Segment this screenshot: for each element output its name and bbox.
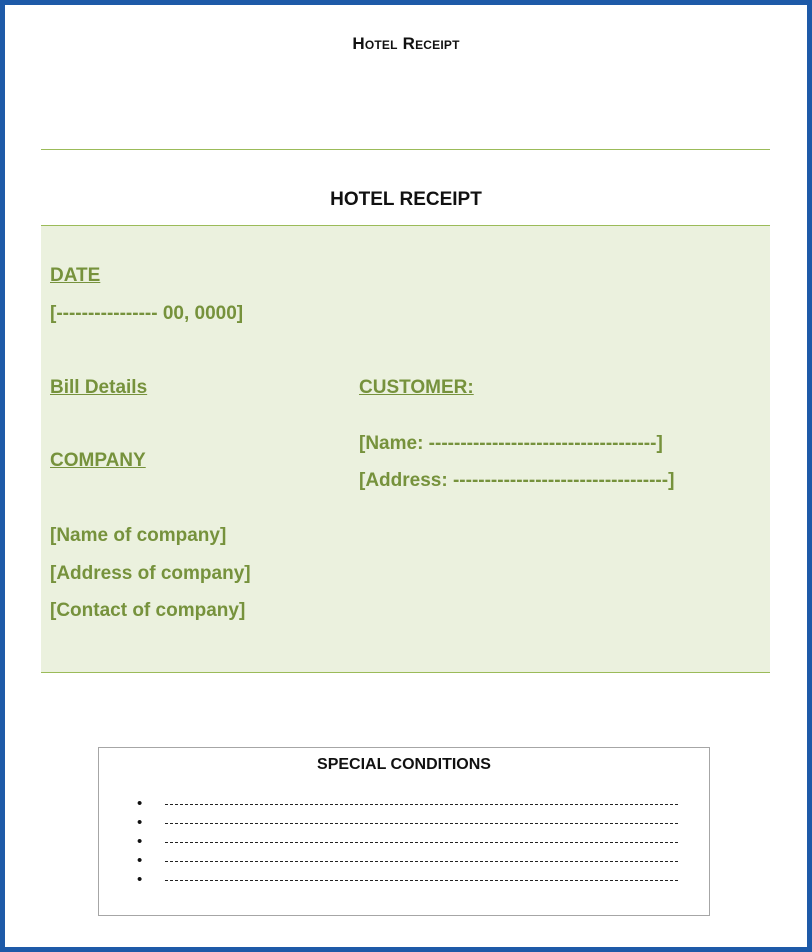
bullet-icon: • bbox=[137, 871, 143, 888]
bullet-icon: • bbox=[137, 814, 143, 831]
customer-name-field: [Name: ------------------------------------] bbox=[359, 433, 663, 454]
bullet-icon: • bbox=[137, 795, 143, 812]
bill-details-label: Bill Details bbox=[50, 377, 148, 398]
company-contact: [Contact of company] bbox=[50, 600, 246, 621]
company-address: [Address of company] bbox=[50, 563, 251, 584]
document-title bbox=[0, 34, 812, 54]
condition-blank-line bbox=[165, 842, 678, 843]
bullet-icon: • bbox=[137, 833, 143, 850]
receipt-heading: HOTEL RECEIPT bbox=[330, 189, 482, 210]
condition-item bbox=[137, 833, 697, 852]
customer-label: CUSTOMER: bbox=[359, 377, 474, 398]
condition-item bbox=[137, 795, 697, 814]
divider-top bbox=[41, 149, 770, 150]
document-title-text: Hotel Receipt bbox=[352, 34, 460, 53]
company-name: [Name of company] bbox=[50, 525, 227, 546]
special-conditions-box bbox=[98, 747, 710, 916]
condition-item bbox=[137, 871, 697, 890]
customer-address-field: [Address: ----------------------------------] bbox=[359, 470, 675, 491]
bullet-icon: • bbox=[137, 852, 143, 869]
condition-item bbox=[137, 852, 697, 871]
date-label: DATE bbox=[50, 265, 101, 286]
condition-item bbox=[137, 814, 697, 833]
condition-blank-line bbox=[165, 804, 678, 805]
condition-blank-line bbox=[165, 861, 678, 862]
special-conditions-title: SPECIAL CONDITIONS bbox=[317, 756, 491, 773]
condition-blank-line bbox=[165, 823, 678, 824]
date-value: [---------------- 00, 0000] bbox=[50, 303, 244, 324]
company-label: COMPANY bbox=[50, 450, 146, 471]
condition-blank-line bbox=[165, 880, 678, 881]
